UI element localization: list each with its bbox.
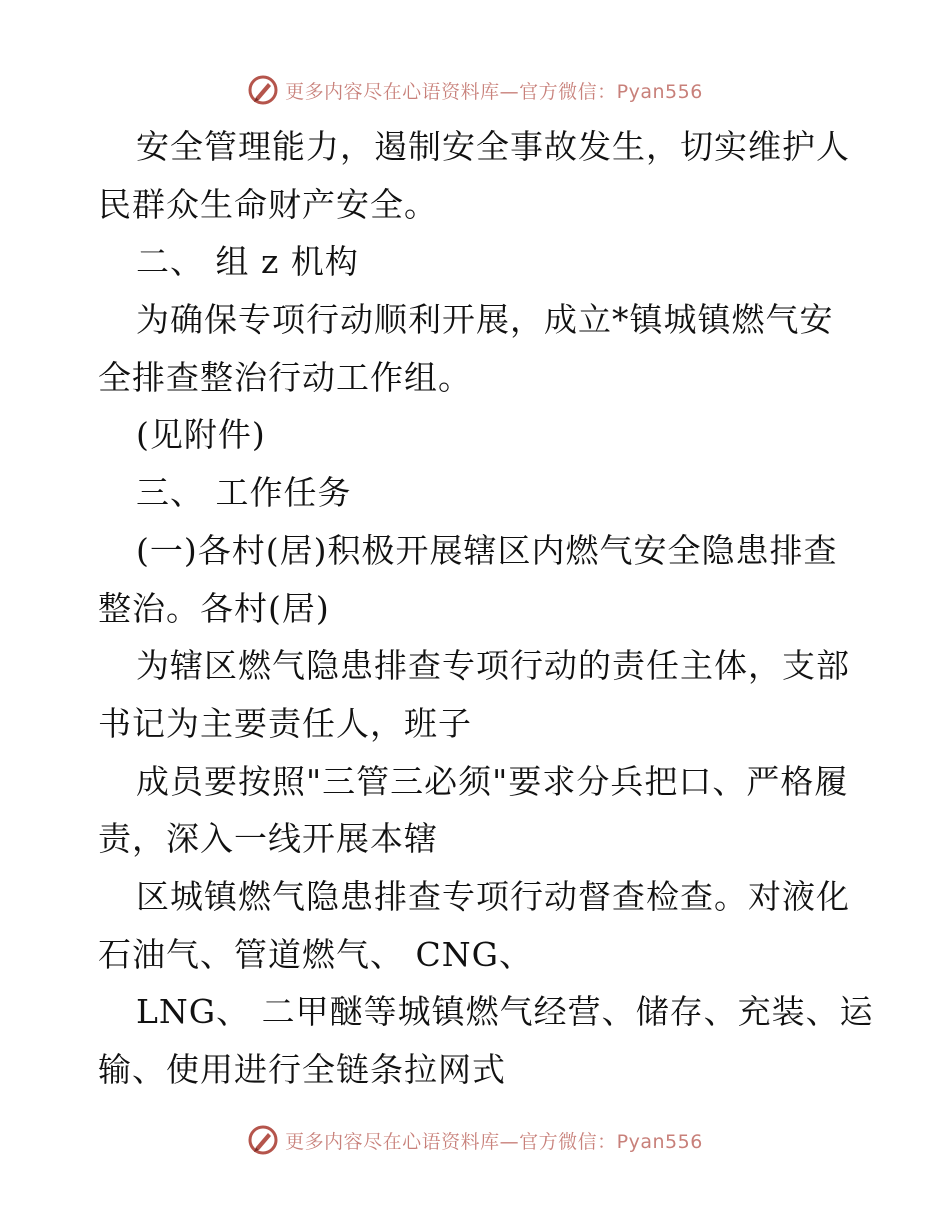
text-line: 书记为主要责任人，班子 [98, 703, 472, 743]
text-line: 整治。各村(居) [98, 588, 330, 628]
text-line: 输、使用进行全链条拉网式 [98, 1050, 506, 1089]
text-line: 石油气、管道燃气、 CNG、 [98, 934, 533, 974]
text-line: 成员要按照"三管三必须"要求分兵把口、严格履 [136, 761, 849, 801]
text-line: 为确保专项行动顺利开展，成立*镇城镇燃气安 [136, 300, 834, 340]
text-line: 民群众生命财产安全。 [98, 184, 438, 224]
text-line: LNG、 二甲醚等城镇燃气经营、储存、充装、运 [136, 992, 874, 1032]
text-line: 全排查整治行动工作组。 [98, 357, 472, 397]
section-heading-organization: 二、 组 z 机构 [136, 242, 359, 282]
header-banner-text: 更多内容尽在心语资料库—官方微信：Pyan556 [285, 80, 703, 103]
header-banner [0, 70, 950, 110]
attachment-note: (见附件) [136, 415, 266, 455]
text-line: 为辖区燃气隐患排查专项行动的责任主体，支部 [136, 646, 850, 686]
pen-logo-icon [247, 74, 279, 106]
pen-logo-icon [247, 1124, 279, 1156]
text-line: 责，深入一线开展本辖 [98, 819, 438, 859]
footer-banner [0, 1120, 950, 1160]
text-line: (一)各村(居)积极开展辖区内燃气安全隐患排查 [136, 530, 838, 570]
document-body [98, 118, 874, 1099]
section-heading-tasks: 三、 工作任务 [136, 473, 352, 513]
footer-banner-text: 更多内容尽在心语资料库—官方微信：Pyan556 [285, 1130, 703, 1153]
text-line: 安全管理能力，遏制安全事故发生，切实维护人 [136, 127, 850, 166]
text-line: 区城镇燃气隐患排查专项行动督查检查。对液化 [136, 876, 850, 916]
